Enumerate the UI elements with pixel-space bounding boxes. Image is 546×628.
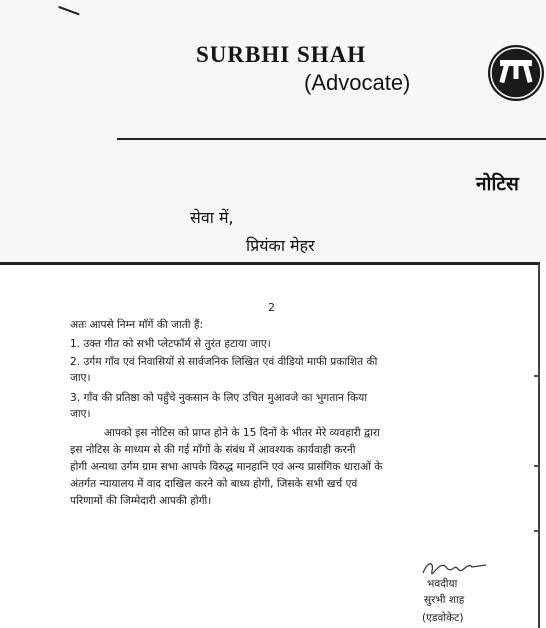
demand-item-2: 2. उर्गम गाँव एवं निवासियों से सार्वजनिक लिखित एवं वीडियो माफी प्रकाशित की <box>70 356 378 368</box>
demands-intro: अतः आपसे निम्न माँगें की जाती हैं: <box>70 319 204 331</box>
body-line-5: परिणामों की जिम्मेदारी आपकी होगी। <box>70 495 212 507</box>
recipient-name: प्रियंका मेहर <box>246 236 315 255</box>
body-line-1: आपको इस नोटिस को प्राप्त होने के 15 दिनों के भीतर मेरे व्यवहारी द्वारा <box>104 427 380 439</box>
signer-title: (एडवोकेट) <box>422 612 464 624</box>
scan-edge-mark <box>534 465 538 467</box>
advocate-name: SURBHI SHAH <box>196 42 367 67</box>
closing-word: भवदीया <box>427 578 458 590</box>
scan-edge-mark <box>534 375 538 377</box>
advocate-emblem-icon <box>487 44 545 102</box>
page-number: 2 <box>268 301 275 314</box>
notice-page-2 <box>0 262 540 628</box>
body-line-2: इस नोटिस के माध्यम से की गई माँगों के संबंध में आवश्यक कार्यवाही करनी <box>70 444 356 456</box>
advocate-title: (Advocate) <box>304 70 411 95</box>
letterhead-divider <box>117 138 546 140</box>
body-line-3: होगी अन्यथा उर्गम ग्राम सभा आपके विरुद्ध मानहानि एवं अन्य प्रासंगिक धाराओं के <box>70 461 383 473</box>
letterhead-page <box>0 0 546 262</box>
demand-item-1: 1. उक्त गीत को सभी प्लेटफॉर्म से तुरंत हटाया जाए। <box>70 338 271 350</box>
demand-item-3: 3. गाँव की प्रतिष्ठा को पहुँचे नुकसान के लिए उचित मुआवजे का भुगतान किया <box>70 392 368 404</box>
body-line-4: अंतर्गत न्यायालय में वाद दाखिल करने को बाध्य होगी, जिसके सभी खर्च एवं <box>70 478 358 490</box>
scan-edge-mark <box>534 530 538 532</box>
signature-scribble <box>420 555 490 579</box>
salutation: सेवा में, <box>190 208 234 227</box>
demand-item-3-cont: जाए। <box>70 408 91 420</box>
demand-item-2-cont: जाए। <box>70 372 91 384</box>
notice-heading: नोटिस <box>476 173 519 195</box>
pen-stroke-mark <box>58 0 83 15</box>
signer-name: सुरभी शाह <box>424 594 465 606</box>
